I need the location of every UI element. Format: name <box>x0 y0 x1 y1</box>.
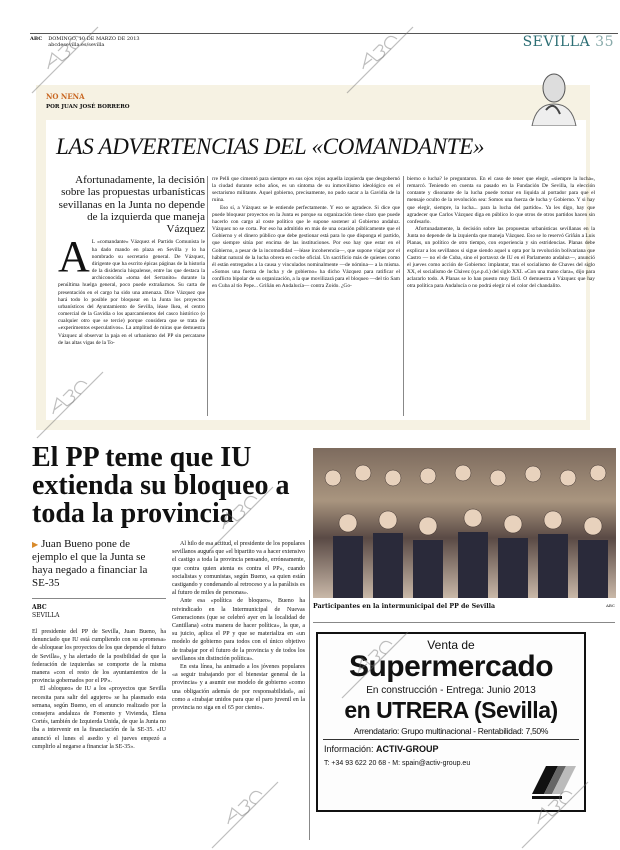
article-column-2 <box>172 540 305 712</box>
page-header-info <box>30 36 140 48</box>
column-divider <box>403 176 404 416</box>
bullet-triangle-icon: ▶ <box>32 540 39 549</box>
paragraph: El presidente del PP de Sevilla, Juan Bueno, ha denunciado que IU está cumpliendo con su «promesa» de «bloquear los proyectos de los que depende el futuro de Sevilla», y ha alertado de la posibilidad de que la federación de izquierdas se comporte de la misma manera «con el resto de los ayuntamientos de la provincia gobernados por el PP». <box>32 629 166 685</box>
ad-headline: Supermercado <box>348 650 554 683</box>
issue-date: DOMINGO, 10 DE MARZO DE 2013 <box>48 36 140 42</box>
ad-line: Arrendatario: Grupo multinacional - Rentabilidad: 7,50% <box>353 726 549 736</box>
event-photo <box>313 448 616 598</box>
opinion-column-3 <box>407 176 595 291</box>
opinion-deck: Afortunadamente, la decisión sobre las propuestas urbanísticas sevillanas en la Junta no depende de la izquierda que maneja Vázquez <box>58 174 205 236</box>
paragraph: En esta línea, ha animado a los jóvenes populares «a seguir trabajando por el bienestar general de la provincia» y a asumir ese modelo de gobierno «como una obligación además de por responsabilidad», así como a «trabajar unidos para que el paro juvenil en la provincia no siga en el 65 por ciento». <box>172 664 305 712</box>
section-name: SEVILLA <box>522 34 591 50</box>
column-divider <box>309 540 310 840</box>
section-label <box>523 34 614 50</box>
ad-location: en UTRERA (Sevilla) <box>344 697 558 723</box>
opinion-text: L «comandante» Vázquez el Partido Comunista le ha dado mando en plaza en Sevilla y lo ha nombrado su secretario general. De Vázquez, dirigente que ha escrito épicas páginas de la historia de la disidencia hispalense, entre las que destaca la archiconocida «toma del Serranito» durante la penúltima huelga general, poco puede extrañarnos. Su carta de presentación en el cargo ha sido una amenaza. Dice Vázquez que hará todo lo posible por bloquear en la Junta los proyectos urbanísticos del Ayuntamiento de Sevilla, léase Ikea, el centro comercial de la Gavidia o los aparcamientos del casco histórico (o cualquier otro que se tercie) porque considera que se trata de «experimentos especulativos». La amplitud de miras que demuestra Vázquez al observar la paja en el urbanismo del PP sin percatarse de las altas vigas de la To- <box>58 239 205 346</box>
opinion-column-1 <box>58 232 205 346</box>
paragraph: rre Pelli que cimentó para siempre en sus ojos rojos aquella izquierda que desgobernó la ciudad durante ocho años, es un síntoma de su inmovilismo ideológico en el sectarismo militante. Aquel gobierno, precisamente, no pudo sacar a la Gavidia de la ruina. <box>212 176 400 204</box>
column-kicker: NO NENA <box>46 92 85 101</box>
article-source <box>32 604 166 620</box>
paragraph: Eso sí, a Vázquez se le entiende perfectamente. Y eso se agradece. Si dice que puede bloquear proyectos en la Junta es porque su organización tiene claro que puede hacerlo con cargo al coste político que le supone sostener al Gobierno andaluz. Vázquez no se corta. Por eso ha admitido en más de una ocasión públicamente que el Gobierno y el dinero público que debe gestionar está para lo que disponga el partido, que siempre sitúa por encima de las instituciones. Por eso hay que estar en el Gobierno, a pesar de la incomodidad —léase incoherencia—, que supone viajar por el hábitat natural de la lucha obrera en coche oficial. Un sacrificio más de quienes como él están entregados a la causa y vinculados nominalmente —de nómina— a la misma. «Somos una fuerza de lucha y de gobierno» ha dicho Vázquez para ratificar el conflicto bipolar de su organización, a la que movilizará para el bloqueo —del tío Sam en Cuba al tío Pepe... Griñán en Andalucía— contra Zoido. ¿Go- <box>212 204 400 290</box>
ad-info <box>318 744 584 754</box>
page-number: 35 <box>595 34 614 50</box>
opinion-title: LAS ADVERTENCIAS DEL «COMANDANTE» <box>56 134 485 159</box>
info-label: Información: <box>324 744 377 754</box>
supermarket-sale-ad <box>316 632 586 812</box>
abc-watermark-graphic <box>210 780 280 850</box>
article-column-1 <box>32 628 166 751</box>
divider <box>32 598 166 599</box>
ad-contact: T: +34 93 622 20 68 - M: spain@activ-group.eu <box>324 760 471 767</box>
paragraph: El «bloqueo» de IU a los «proyectos que Sevilla necesita para salir del agujero» se ha plasmado esta semana, según Bueno, en el anuncio realizado por la consejera andaluza de Fomento y Vivienda, Elena Cortés, también de Izquierda Unida, de que la Junta no iba a intervenir en la financiación de la SE-35. «IU anunció el lunes el asedio y el jueves empezó a cumplirlo al negarse a financiar la SE-35». <box>32 686 166 750</box>
author-portrait-image <box>524 70 582 126</box>
photo-caption: Participantes en la intermunicipal del PP de Sevilla <box>313 603 496 610</box>
article-headline: El PP teme que IU extienda su bloqueo a toda la provincia <box>32 442 290 529</box>
site-url: abcdesevilla.es/sevilla <box>48 42 105 48</box>
source-location: SEVILLA <box>32 612 60 619</box>
column-divider <box>207 176 208 416</box>
paragraph: Ante esa «política de bloqueo», Bueno ha reivindicado en la Intermunicipal de Nuevas Generaciones (que se celebró ayer en la localidad de Cantillana) «otra manera de hacer política», la que, a su juicio, aplica el PP y que se materializa en «un modelo de gobierno para todos con el único objetivo de trabajar por el futuro de la provincia y de todos los sevillanos sin distinción política». <box>172 598 305 662</box>
ad-line: Venta de <box>427 638 475 652</box>
ad-line: En construcción - Entrega: Junio 2013 <box>366 685 536 696</box>
paragraph: Al hilo de esa actitud, el presidente de los populares sevillanos augura que «el bipartito va a hacer extensivo el castigo a toda la provincia pensando, erróneamente, que contra quien atenta es contra el PP», cuando socialistas y comunistas, según Bueno, «a quien están castigando y condenando al retroceso y a la parálisis es al futuro de miles de personas». <box>172 541 305 597</box>
paper-name: ABC <box>30 36 43 42</box>
paragraph: bierno o lucha? le preguntaron. En el caso de tener que elegir, «siempre la lucha», remarcó. Teniendo en cuenta su pasado en la Fundación De Sevilla, la elección contante y disonante de la lucha puede tornar en liquida al portador para que el mensaje oculto de la revolución sea: Somos una fuerza de lucha y Gobierno. Y si hay que elegir, siempre, la lucha... para la lucha del partido». Ya les digo, hay que agradecer que Carlos Vázquez diga en público lo que otros de otros partidos hacen sin confesarlo. <box>407 176 595 225</box>
divider <box>313 622 615 623</box>
photo-credit: ABC <box>606 603 615 608</box>
author-byline: POR JUAN JOSÉ BORRERO <box>46 104 130 110</box>
drop-cap: A <box>58 232 90 282</box>
source-name: ABC <box>32 604 47 611</box>
subhead-text: Juan Bueno pone de ejemplo el que la Junta se haya negado a financiar la SE-35 <box>32 538 148 589</box>
paragraph: Afortunadamente, la decisión sobre las propuestas urbanísticas sevillanas en la Junta no depende de la izquierda que maneja Vázquez. Eso se lo reservó Griñán a Luis Planas, un político de otro tiempo, con experiencia y sin estridencias. Planas debe explicar a los sevillanos si sigue siendo aquel u opta por la revolución bolivariana que Castro — no el de Cuba, sino el portavoz de IU en el Parlamento andaluz—, anunció el jueves como acción de Gobierno: implantar, tras el socialismo de Chaves del siglo XX, el socialismo de Chávez (q.e.p.d.) del siglo XXI. «Con una mano clara», dijo para aclararlo todo. A Planas se lo han puesto muy fácil. O demuestra a Vázquez que hay otra política para Andalucía o no podrá elegir ni el color del chandalito. <box>407 226 595 290</box>
article-left-flow <box>32 538 166 751</box>
ad-divider <box>323 739 579 740</box>
info-company: ACTIV-GROUP <box>376 744 439 754</box>
activ-group-logo <box>532 766 576 802</box>
article-subhead <box>32 538 166 590</box>
opinion-column-1-flow <box>58 174 205 347</box>
opinion-column-2 <box>212 176 400 291</box>
